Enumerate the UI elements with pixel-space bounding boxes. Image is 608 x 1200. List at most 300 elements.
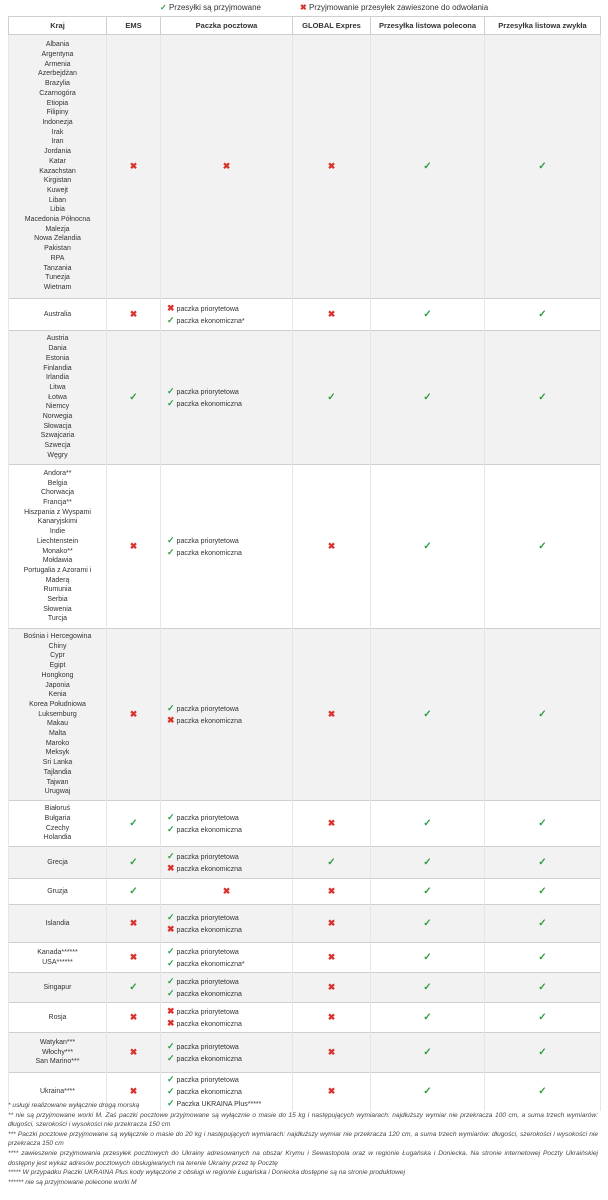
- registered-cell: [371, 801, 485, 847]
- check-icon: ✓: [538, 818, 547, 829]
- country-name: Makau: [46, 720, 68, 728]
- parcel-option: [167, 863, 292, 875]
- header-country: Kraj: [9, 17, 107, 35]
- parcel-option: [167, 1086, 292, 1098]
- country-list: [9, 465, 107, 629]
- country-name: Tanzania: [43, 264, 72, 272]
- cross-icon: ✖: [129, 1047, 138, 1057]
- global-cell: [293, 973, 371, 1003]
- country-name: Portugalia z Azorami i: [23, 566, 92, 574]
- country-name: Austria: [46, 335, 69, 343]
- parcel-option-label: Paczka UKRAINA Plus*****: [176, 1100, 262, 1108]
- check-icon: ✓: [423, 709, 432, 720]
- check-icon: ✓: [167, 546, 175, 557]
- check-icon: ✓: [423, 1047, 432, 1058]
- parcel-cell: [161, 1003, 293, 1033]
- parcel-option: [167, 924, 292, 936]
- check-icon: ✓: [423, 309, 432, 320]
- cross-icon: ✖: [327, 982, 336, 992]
- check-icon: ✓: [167, 1085, 175, 1096]
- check-icon: ✓: [423, 1012, 432, 1023]
- registered-cell: [371, 905, 485, 943]
- country-name: Libia: [50, 206, 65, 214]
- parcel-cell: [161, 973, 293, 1003]
- parcel-option-label: paczka ekonomiczna: [176, 865, 242, 873]
- check-icon: ✓: [167, 987, 175, 998]
- ordinary-cell: [485, 943, 601, 973]
- country-name: Hiszpania z Wyspami: [24, 508, 91, 516]
- parcel-option: [167, 303, 292, 315]
- country-name: Bułgaria: [44, 814, 71, 822]
- country-name: Mołdawia: [42, 557, 73, 565]
- parcel-option: [167, 812, 292, 824]
- parcel-option-label: paczka ekonomiczna: [176, 1088, 242, 1096]
- parcel-option-label: paczka priorytetowa: [176, 1076, 239, 1084]
- parcel-option: [167, 535, 292, 547]
- check-icon: ✓: [167, 850, 175, 861]
- parcel-option: [167, 976, 292, 988]
- parcel-option-label: paczka ekonomiczna: [176, 549, 242, 557]
- check-icon: ✓: [327, 392, 336, 403]
- registered-cell: [371, 35, 485, 299]
- check-icon: ✓: [538, 857, 547, 868]
- country-list: [9, 801, 107, 847]
- parcel-cell: [161, 905, 293, 943]
- table-row: [9, 465, 601, 629]
- ordinary-cell: [485, 331, 601, 465]
- global-cell: [293, 629, 371, 801]
- country-name: Kazachstan: [39, 167, 76, 175]
- ordinary-cell: [485, 801, 601, 847]
- footnote: ** nie są przyjmowane worki M. Zaś paczki pocztowe przyjmowane są wyłącznie o masie do 15 kg i następujących wymiarach: najdłuższy wymiar nie przekracza 100 cm, a suma trzech wymiarów: długości, szerokości i wysokości nie przekracza 150 cm: [8, 1111, 598, 1129]
- country-list: [9, 1003, 107, 1033]
- registered-cell: [371, 331, 485, 465]
- country-name: Dania: [48, 345, 67, 353]
- country-name: Wietnam: [43, 283, 72, 291]
- check-icon: ✓: [167, 314, 175, 325]
- table-row: [9, 801, 601, 847]
- footnote: *** Paczki pocztowe przyjmowane są wyłącznie o masie do 20 kg i następujących wymiarach: najdłuższy wymiar nie przekracza 120 cm, a suma trzech wymiarów: długości, szerokości i wysokości nie przekracza 150 cm: [8, 1130, 598, 1148]
- parcel-option-label: paczka priorytetowa: [176, 853, 239, 861]
- check-icon: ✓: [167, 975, 175, 986]
- parcel-option-label: paczka ekonomiczna: [176, 400, 242, 408]
- parcel-option-label: paczka ekonomiczna: [176, 926, 242, 934]
- check-icon: ✓: [167, 823, 175, 834]
- table-row: [9, 847, 601, 879]
- country-name: Serbia: [47, 596, 68, 604]
- parcel-option-label: paczka ekonomiczna*: [176, 960, 245, 968]
- country-name: Grecja: [47, 858, 68, 866]
- country-list: [9, 973, 107, 1003]
- parcel-option: [167, 946, 292, 958]
- cross-icon: ✖: [327, 541, 336, 551]
- check-icon: ✓: [538, 982, 547, 993]
- table-row: [9, 331, 601, 465]
- check-icon: ✓: [538, 1012, 547, 1023]
- country-name: Turcja: [47, 615, 68, 623]
- check-icon: ✓: [167, 911, 175, 922]
- footnote: ***** W przypadku Paczki UKRAINA Plus kody wyłączone z obsługi w regionie Ługańska i Doniecka dostępne są na stronie produktowej: [8, 1169, 406, 1177]
- ordinary-cell: [485, 879, 601, 905]
- check-icon: ✓: [423, 392, 432, 403]
- country-name: Iran: [51, 138, 64, 146]
- ems-cell: [107, 1003, 161, 1033]
- country-name: Kirgistan: [43, 177, 72, 185]
- check-icon: ✓: [167, 1040, 175, 1051]
- parcel-option: [167, 386, 292, 398]
- header-registered: Przesyłka listowa polecona: [371, 17, 485, 35]
- header-parcel: Paczka pocztowa: [161, 17, 293, 35]
- registered-cell: [371, 1033, 485, 1073]
- cross-icon: ✖: [327, 309, 336, 319]
- check-icon: ✓: [423, 161, 432, 172]
- global-cell: [293, 331, 371, 465]
- parcel-option: [167, 1053, 292, 1065]
- table-row: [9, 943, 601, 973]
- country-name: Brazylia: [45, 80, 70, 88]
- country-list: [9, 1033, 107, 1073]
- parcel-cell: [161, 943, 293, 973]
- global-cell: [293, 801, 371, 847]
- registered-cell: [371, 847, 485, 879]
- parcel-option-label: paczka priorytetowa: [176, 537, 239, 545]
- parcel-option-label: paczka ekonomiczna: [176, 717, 242, 725]
- cross-icon: ✖: [129, 309, 138, 319]
- ems-cell: [107, 847, 161, 879]
- legend: [0, 0, 608, 16]
- global-cell: [293, 1003, 371, 1033]
- parcel-option: [167, 851, 292, 863]
- cross-icon: ✖: [129, 952, 138, 962]
- global-cell: [293, 299, 371, 331]
- ordinary-cell: [485, 629, 601, 801]
- table-row: [9, 1003, 601, 1033]
- ordinary-cell: [485, 1003, 601, 1033]
- check-icon: ✓: [423, 857, 432, 868]
- country-name: Australia: [43, 310, 72, 318]
- table-row: [9, 1033, 601, 1073]
- registered-cell: [371, 879, 485, 905]
- parcel-cell: [161, 35, 293, 299]
- global-cell: [293, 465, 371, 629]
- country-name: San Marino***: [35, 1058, 80, 1066]
- country-list: [9, 629, 107, 801]
- table-header-row: [9, 17, 601, 35]
- country-name: Słowenia: [43, 605, 72, 613]
- parcel-cell: [161, 879, 293, 905]
- country-name: Rosja: [48, 1013, 67, 1021]
- country-name: Estonia: [45, 354, 70, 362]
- check-icon: ✓: [538, 918, 547, 929]
- legend-suspended: [300, 3, 488, 12]
- registered-cell: [371, 629, 485, 801]
- cross-icon: ✖: [129, 709, 138, 719]
- country-name: Finlandia: [43, 364, 72, 372]
- country-name: Litwa: [49, 383, 66, 391]
- cross-icon: ✖: [129, 918, 138, 928]
- country-name: Bośnia i Hercegowina: [23, 633, 92, 641]
- country-list: [9, 35, 107, 299]
- country-name: Jordania: [44, 148, 71, 156]
- country-name: Pakistan: [44, 245, 71, 253]
- cross-icon: ✖: [327, 1047, 336, 1057]
- check-icon: ✓: [538, 952, 547, 963]
- parcel-option: [167, 315, 292, 327]
- country-list: [9, 943, 107, 973]
- cross-icon: ✖: [167, 862, 175, 873]
- cross-icon: ✖: [222, 161, 231, 171]
- check-icon: ✓: [538, 541, 547, 552]
- country-name: Etiopia: [46, 99, 69, 107]
- table-row: [9, 35, 601, 299]
- parcel-option: [161, 886, 292, 897]
- cross-icon: ✖: [129, 541, 138, 551]
- country-name: Łotwa: [48, 393, 67, 401]
- country-name: Luksemburg: [38, 710, 77, 718]
- country-name: Gruzja: [47, 887, 68, 895]
- country-name: Korea Południowa: [29, 700, 86, 708]
- cross-icon: ✖: [167, 1017, 175, 1028]
- country-name: Urugwaj: [44, 788, 71, 796]
- parcel-option: [167, 547, 292, 559]
- check-icon: ✓: [423, 952, 432, 963]
- global-cell: [293, 35, 371, 299]
- parcel-cell: [161, 465, 293, 629]
- cross-icon: ✖: [167, 302, 175, 313]
- ordinary-cell: [485, 1033, 601, 1073]
- country-name: Katar: [49, 157, 66, 165]
- parcel-option-label: paczka priorytetowa: [176, 948, 239, 956]
- cross-icon: ✖: [327, 918, 336, 928]
- country-name: Tunezja: [45, 274, 70, 282]
- cross-icon: ✖: [129, 1086, 138, 1097]
- footnotes: [8, 1101, 598, 1187]
- parcel-option-label: paczka ekonomiczna: [176, 990, 242, 998]
- parcel-option: [167, 988, 292, 1000]
- global-cell: [293, 943, 371, 973]
- cross-icon: ✖: [300, 3, 307, 12]
- country-name: Watykan***: [39, 1038, 76, 1046]
- parcel-option: [167, 958, 292, 970]
- country-name: Maderą: [45, 576, 70, 584]
- cross-icon: ✖: [327, 818, 336, 828]
- parcel-option: [167, 1041, 292, 1053]
- country-name: Egipt: [49, 662, 66, 670]
- cross-icon: ✖: [129, 161, 138, 171]
- cross-icon: ✖: [129, 1012, 138, 1022]
- check-icon: ✓: [129, 857, 138, 868]
- country-name: Argentyna: [41, 51, 74, 59]
- footnote: **** zawieszenie przyjmowania przesyłek pocztowych do Ukrainy adresowanych na obszar Krymu i Sewastopola oraz w regionie Ługańska i Doniecka. Na stronie internetowej Poczty Ukraińskiej dostępny jest wykaz adresów pocztowych obsługiwanych na terenie Ukrainy przez tę Pocztę: [8, 1149, 598, 1167]
- ordinary-cell: [485, 847, 601, 879]
- check-icon: ✓: [538, 161, 547, 172]
- header-global: GLOBAL Expres: [293, 17, 371, 35]
- country-name: Holandia: [43, 834, 72, 842]
- parcel-option-label: paczka priorytetowa: [176, 1008, 239, 1016]
- country-name: RPA: [50, 254, 65, 262]
- check-icon: ✓: [423, 886, 432, 897]
- check-icon: ✓: [538, 309, 547, 320]
- ems-cell: [107, 35, 161, 299]
- country-list: [9, 299, 107, 331]
- country-name: Irlandia: [46, 374, 69, 382]
- check-icon: ✓: [129, 818, 138, 829]
- cross-icon: ✖: [327, 709, 336, 719]
- country-name: Kanaryjskimi: [37, 518, 78, 526]
- country-name: Kanada******: [37, 948, 78, 956]
- check-icon: ✓: [167, 397, 175, 408]
- country-name: Chorwacja: [40, 489, 75, 497]
- check-icon: ✓: [160, 3, 167, 12]
- parcel-option-label: paczka ekonomiczna: [176, 1055, 242, 1063]
- country-name: Hongkong: [41, 671, 74, 679]
- country-name: Sri Lanka: [42, 759, 73, 767]
- global-cell: [293, 905, 371, 943]
- country-name: Filipiny: [46, 109, 69, 117]
- parcel-option: [167, 398, 292, 410]
- ems-cell: [107, 465, 161, 629]
- ordinary-cell: [485, 973, 601, 1003]
- header-ordinary: Przesyłka listowa zwykła: [485, 17, 601, 35]
- ems-cell: [107, 299, 161, 331]
- parcel-option: [167, 824, 292, 836]
- check-icon: ✓: [129, 392, 138, 403]
- services-table: [8, 16, 601, 1111]
- parcel-option: [167, 715, 292, 727]
- country-name: Niemcy: [45, 403, 70, 411]
- table-row: [9, 973, 601, 1003]
- cross-icon: ✖: [327, 1086, 336, 1097]
- country-name: Szwajcaria: [40, 432, 75, 440]
- table-row: [9, 879, 601, 905]
- country-name: Czechy: [45, 824, 70, 832]
- parcel-option: [161, 161, 292, 172]
- parcel-option-label: paczka priorytetowa: [176, 914, 239, 922]
- global-cell: [293, 847, 371, 879]
- ems-cell: [107, 973, 161, 1003]
- check-icon: ✓: [129, 886, 138, 897]
- check-icon: ✓: [327, 857, 336, 868]
- country-name: Maroko: [45, 739, 70, 747]
- check-icon: ✓: [538, 1047, 547, 1058]
- country-name: Włochy***: [41, 1048, 74, 1056]
- table-row: [9, 905, 601, 943]
- registered-cell: [371, 943, 485, 973]
- parcel-cell: [161, 1033, 293, 1073]
- cross-icon: ✖: [327, 886, 336, 896]
- parcel-option-label: paczka ekonomiczna*: [176, 317, 245, 325]
- parcel-option-label: paczka priorytetowa: [176, 705, 239, 713]
- country-name: Meksyk: [45, 749, 70, 757]
- country-list: [9, 879, 107, 905]
- ems-cell: [107, 801, 161, 847]
- parcel-option-label: paczka priorytetowa: [176, 814, 239, 822]
- ordinary-cell: [485, 299, 601, 331]
- ems-cell: [107, 629, 161, 801]
- cross-icon: ✖: [327, 952, 336, 962]
- country-name: Norwegia: [42, 413, 73, 421]
- ems-cell: [107, 879, 161, 905]
- check-icon: ✓: [129, 982, 138, 993]
- country-name: Azerbejdżan: [38, 70, 77, 78]
- check-icon: ✓: [423, 982, 432, 993]
- cross-icon: ✖: [222, 886, 231, 896]
- country-name: Singapur: [43, 983, 72, 991]
- check-icon: ✓: [423, 918, 432, 929]
- parcel-option: [167, 1018, 292, 1030]
- check-icon: ✓: [167, 811, 175, 822]
- cross-icon: ✖: [327, 161, 336, 171]
- country-list: [9, 331, 107, 465]
- registered-cell: [371, 299, 485, 331]
- footnote: ****** nie są przyjmowane polecone worki M: [8, 1178, 137, 1186]
- parcel-option-label: paczka priorytetowa: [176, 305, 239, 313]
- ems-cell: [107, 943, 161, 973]
- parcel-cell: [161, 629, 293, 801]
- country-name: Indie: [49, 528, 66, 536]
- country-name: Armenia: [44, 60, 71, 68]
- parcel-cell: [161, 801, 293, 847]
- check-icon: ✓: [538, 1086, 547, 1098]
- check-icon: ✓: [167, 534, 175, 545]
- check-icon: ✓: [167, 957, 175, 968]
- country-name: Kenia: [48, 691, 67, 699]
- legend-accepted-label: Przesyłki są przyjmowane: [168, 3, 261, 12]
- registered-cell: [371, 1003, 485, 1033]
- country-name: Japonia: [45, 681, 70, 689]
- check-icon: ✓: [538, 392, 547, 403]
- check-icon: ✓: [167, 385, 175, 396]
- check-icon: ✓: [167, 1073, 175, 1084]
- country-name: Nowa Zelandia: [34, 235, 81, 243]
- parcel-cell: [161, 847, 293, 879]
- country-name: Indonezja: [42, 118, 73, 126]
- ordinary-cell: [485, 465, 601, 629]
- cross-icon: ✖: [167, 1005, 175, 1016]
- country-name: Rumunia: [43, 586, 72, 594]
- country-name: Węgry: [47, 451, 68, 459]
- country-name: Szwecja: [44, 442, 71, 450]
- parcel-option: [167, 912, 292, 924]
- country-name: USA******: [42, 958, 73, 966]
- check-icon: ✓: [538, 886, 547, 897]
- check-icon: ✓: [167, 1052, 175, 1063]
- parcel-option-label: paczka priorytetowa: [176, 978, 239, 986]
- legend-accepted: [160, 3, 261, 12]
- global-cell: [293, 879, 371, 905]
- country-list: [9, 905, 107, 943]
- legend-suspended-label: Przyjmowanie przesyłek zawieszone do odwołania: [308, 3, 489, 12]
- ems-cell: [107, 905, 161, 943]
- parcel-option-label: paczka priorytetowa: [176, 1043, 239, 1051]
- country-name: Belgia: [47, 479, 68, 487]
- country-name: Islandia: [45, 919, 70, 927]
- country-name: Malta: [48, 730, 67, 738]
- country-name: Ukraina****: [39, 1087, 76, 1095]
- table-body: [9, 35, 601, 1111]
- country-name: Kuwejt: [46, 186, 68, 194]
- check-icon: ✓: [167, 702, 175, 713]
- global-cell: [293, 1033, 371, 1073]
- country-name: Macedonia Północna: [24, 216, 91, 224]
- country-name: Irak: [51, 128, 64, 136]
- parcel-option: [167, 1074, 292, 1086]
- country-name: Cypr: [50, 652, 65, 660]
- country-name: Tajlandia: [43, 768, 72, 776]
- country-name: Andora**: [43, 469, 72, 477]
- check-icon: ✓: [423, 541, 432, 552]
- cross-icon: ✖: [167, 923, 175, 934]
